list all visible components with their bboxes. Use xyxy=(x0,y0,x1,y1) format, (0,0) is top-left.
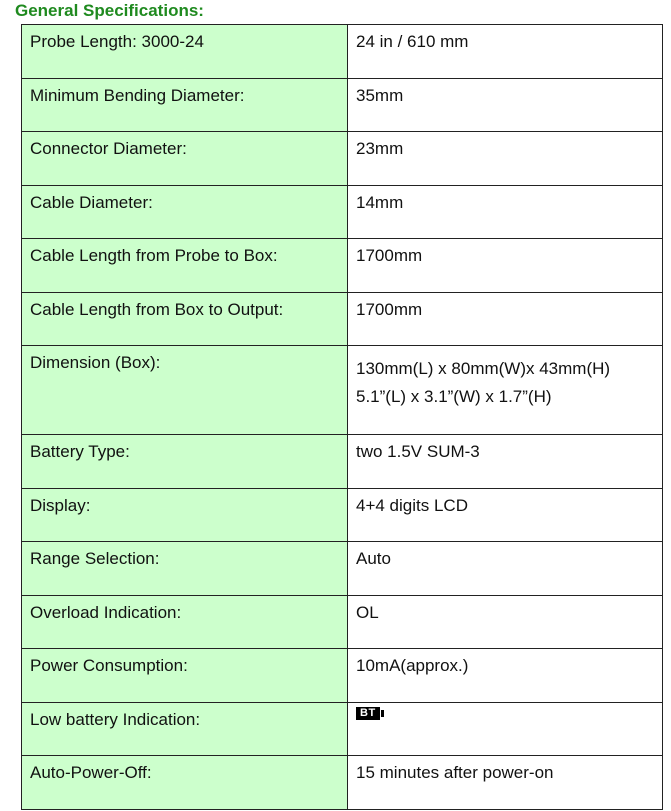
spec-value-line-1: 130mm(L) x 80mm(W)x 43mm(H) xyxy=(356,359,611,378)
table-row xyxy=(22,488,663,542)
table-row xyxy=(22,702,663,756)
spec-value xyxy=(348,346,663,435)
spec-value: 15 minutes after power-on xyxy=(348,756,663,810)
spec-value: Auto xyxy=(348,542,663,596)
spec-label: Cable Length from Box to Output: xyxy=(22,292,348,346)
spec-label: Battery Type: xyxy=(22,435,348,489)
spec-value: 10mA(approx.) xyxy=(348,649,663,703)
spec-value-line-2: 5.1”(L) x 3.1”(W) x 1.7”(H) xyxy=(356,387,552,406)
table-row xyxy=(22,542,663,596)
spec-label: Display: xyxy=(22,488,348,542)
spec-label: Low battery Indication: xyxy=(22,702,348,756)
table-row xyxy=(22,78,663,132)
specifications-table xyxy=(21,24,663,810)
low-battery-icon: BT xyxy=(356,707,380,720)
table-row xyxy=(22,185,663,239)
spec-label: Power Consumption: xyxy=(22,649,348,703)
table-row xyxy=(22,132,663,186)
spec-label: Probe Length: 3000-24 xyxy=(22,25,348,79)
table-row xyxy=(22,595,663,649)
section-heading: General Specifications: xyxy=(15,1,204,20)
spec-value: 14mm xyxy=(348,185,663,239)
table-row xyxy=(22,292,663,346)
spec-value: 23mm xyxy=(348,132,663,186)
spec-value: 1700mm xyxy=(348,292,663,346)
spec-label: Minimum Bending Diameter: xyxy=(22,78,348,132)
spec-value: 1700mm xyxy=(348,239,663,293)
spec-label: Cable Length from Probe to Box: xyxy=(22,239,348,293)
spec-label: Connector Diameter: xyxy=(22,132,348,186)
spec-value: OL xyxy=(348,595,663,649)
spec-label: Auto-Power-Off: xyxy=(22,756,348,810)
spec-label: Dimension (Box): xyxy=(22,346,348,435)
spec-value: two 1.5V SUM-3 xyxy=(348,435,663,489)
spec-value xyxy=(348,702,663,756)
table-row xyxy=(22,25,663,79)
spec-label: Cable Diameter: xyxy=(22,185,348,239)
table-row xyxy=(22,756,663,810)
table-row xyxy=(22,649,663,703)
spec-label: Range Selection: xyxy=(22,542,348,596)
spec-value: 35mm xyxy=(348,78,663,132)
spec-label: Overload Indication: xyxy=(22,595,348,649)
spec-value: 24 in / 610 mm xyxy=(348,25,663,79)
spec-value: 4+4 digits LCD xyxy=(348,488,663,542)
table-row xyxy=(22,239,663,293)
table-row xyxy=(22,346,663,435)
table-row xyxy=(22,435,663,489)
